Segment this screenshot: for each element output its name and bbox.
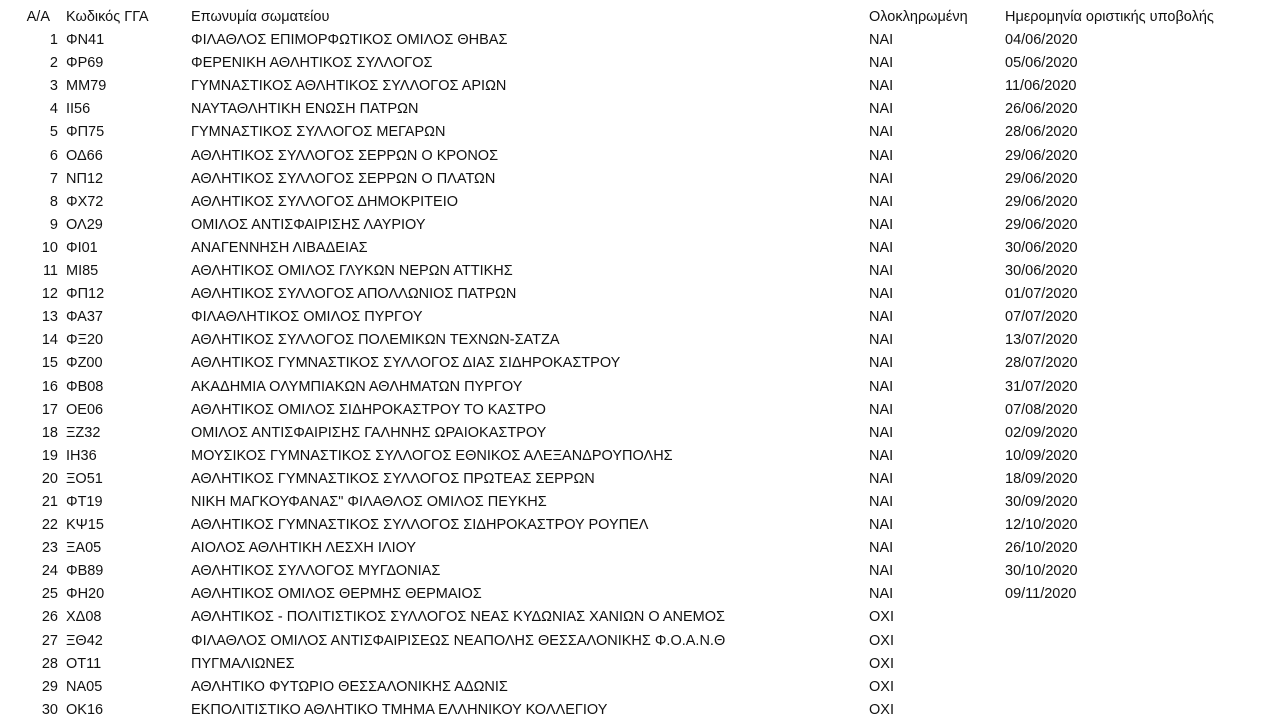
cell-code: ΧΔ08	[66, 609, 102, 626]
cell-date: 05/06/2020	[1005, 55, 1078, 72]
cell-date: 02/09/2020	[1005, 424, 1078, 441]
cell-name: ΝΑΥΤΑΘΛΗΤΙΚΗ ΕΝΩΣΗ ΠΑΤΡΩΝ	[191, 101, 419, 118]
cell-date: 29/06/2020	[1005, 193, 1078, 210]
cell-aa: 22	[41, 517, 58, 534]
table-row	[0, 606, 1268, 629]
cell-date: 01/07/2020	[1005, 286, 1078, 303]
cell-code: ΦΠ75	[66, 124, 105, 141]
table-row	[0, 237, 1268, 260]
cell-code: ΦΝ41	[66, 32, 105, 49]
cell-name: ΓΥΜΝΑΣΤΙΚΟΣ ΑΘΛΗΤΙΚΟΣ ΣΥΛΛΟΓΟΣ ΑΡΙΩΝ	[191, 78, 507, 95]
cell-code: ΦΞ20	[66, 332, 104, 349]
table-row	[0, 329, 1268, 352]
cell-name: ΑΘΛΗΤΙΚΟΣ ΓΥΜΝΑΣΤΙΚΟΣ ΣΥΛΛΟΓΟΣ ΠΡΩΤΕΑΣ ΣΕΡΡΩΝ	[191, 470, 595, 487]
cell-name: ΦΙΛΑΘΛΗΤΙΚΟΣ ΟΜΙΛΟΣ ΠΥΡΓΟΥ	[191, 309, 423, 326]
cell-completed: ΟΧΙ	[869, 655, 894, 672]
cell-code: ΜΜ79	[66, 78, 107, 95]
cell-code: ΙΗ36	[66, 447, 97, 464]
table-row	[0, 630, 1268, 653]
cell-completed: ΝΑΙ	[869, 216, 894, 233]
cell-code: ΦΧ72	[66, 193, 104, 210]
cell-name: ΟΜΙΛΟΣ ΑΝΤΙΣΦΑΙΡΙΣΗΣ ΛΑΥΡΙΟΥ	[191, 216, 426, 233]
cell-name: ΑΘΛΗΤΙΚΟΣ ΣΥΛΛΟΓΟΣ ΠΟΛΕΜΙΚΩΝ ΤΕΧΝΩΝ-ΣΑΤΖΑ	[191, 332, 560, 349]
cell-completed: ΝΑΙ	[869, 101, 894, 118]
cell-aa: 30	[41, 701, 58, 718]
cell-code: ΝΑ05	[66, 678, 103, 695]
cell-aa: 9	[49, 216, 58, 233]
table-row	[0, 52, 1268, 75]
spreadsheet-table	[0, 6, 1268, 722]
cell-name: ΑΘΛΗΤΙΚΟΣ ΣΥΛΛΟΓΟΣ ΑΠΟΛΛΩΝΙΟΣ ΠΑΤΡΩΝ	[191, 286, 517, 303]
cell-date: 31/07/2020	[1005, 378, 1078, 395]
table-row	[0, 399, 1268, 422]
table-row	[0, 653, 1268, 676]
cell-completed: ΟΧΙ	[869, 701, 894, 718]
cell-name: ΑΘΛΗΤΙΚΟΣ ΣΥΛΛΟΓΟΣ ΣΕΡΡΩΝ Ο ΚΡΟΝΟΣ	[191, 147, 499, 164]
table-row	[0, 214, 1268, 237]
cell-aa: 16	[41, 378, 58, 395]
cell-code: ΟΛ29	[66, 216, 103, 233]
cell-aa: 1	[49, 32, 58, 49]
cell-completed: ΝΑΙ	[869, 147, 894, 164]
header-aa: Α/Α	[26, 9, 50, 25]
cell-name: ΝΙΚΗ ΜΑΓΚΟΥΦΑΝΑΣ" ΦΙΛΑΘΛΟΣ ΟΜΙΛΟΣ ΠΕΥΚΗΣ	[191, 493, 547, 510]
cell-name: ΑΚΑΔΗΜΙΑ ΟΛΥΜΠΙΑΚΩΝ ΑΘΛΗΜΑΤΩΝ ΠΥΡΓΟΥ	[191, 378, 523, 395]
cell-date: 12/10/2020	[1005, 517, 1078, 534]
cell-name: ΑΘΛΗΤΙΚΟΣ ΣΥΛΛΟΓΟΣ ΜΥΓΔΟΝΙΑΣ	[191, 563, 441, 580]
table-row	[0, 98, 1268, 121]
cell-completed: ΝΑΙ	[869, 517, 894, 534]
cell-date: 29/06/2020	[1005, 147, 1078, 164]
cell-date: 30/10/2020	[1005, 563, 1078, 580]
cell-code: ΝΠ12	[66, 170, 104, 187]
cell-aa: 17	[41, 401, 58, 418]
cell-date: 28/07/2020	[1005, 355, 1078, 372]
cell-date: 07/08/2020	[1005, 401, 1078, 418]
cell-date: 07/07/2020	[1005, 309, 1078, 326]
cell-completed: ΝΑΙ	[869, 470, 894, 487]
cell-date: 29/06/2020	[1005, 216, 1078, 233]
cell-code: ΜΙ85	[66, 263, 99, 280]
cell-completed: ΝΑΙ	[869, 78, 894, 95]
cell-code: ΟΚ16	[66, 701, 104, 718]
cell-completed: ΝΑΙ	[869, 332, 894, 349]
cell-aa: 19	[41, 447, 58, 464]
cell-aa: 10	[41, 239, 58, 256]
cell-completed: ΝΑΙ	[869, 263, 894, 280]
cell-completed: ΝΑΙ	[869, 55, 894, 72]
cell-code: ΦΡ69	[66, 55, 104, 72]
cell-aa: 12	[41, 286, 58, 303]
table-row	[0, 306, 1268, 329]
cell-completed: ΝΑΙ	[869, 401, 894, 418]
cell-code: ΦΠ12	[66, 286, 105, 303]
header-completed: Ολοκληρωμένη	[869, 9, 968, 25]
cell-aa: 21	[41, 493, 58, 510]
cell-completed: ΝΑΙ	[869, 32, 894, 49]
cell-name: ΓΥΜΝΑΣΤΙΚΟΣ ΣΥΛΛΟΓΟΣ ΜΕΓΑΡΩΝ	[191, 124, 446, 141]
cell-name: ΑΘΛΗΤΙΚΟΣ ΟΜΙΛΟΣ ΣΙΔΗΡΟΚΑΣΤΡΟΥ ΤΟ ΚΑΣΤΡΟ	[191, 401, 546, 418]
table-row	[0, 699, 1268, 722]
table-row	[0, 676, 1268, 699]
cell-name: ΑΘΛΗΤΙΚΟΣ ΓΥΜΝΑΣΤΙΚΟΣ ΣΥΛΛΟΓΟΣ ΔΙΑΣ ΣΙΔΗΡΟΚΑΣΤΡΟΥ	[191, 355, 621, 372]
cell-aa: 23	[41, 540, 58, 557]
cell-date: 10/09/2020	[1005, 447, 1078, 464]
cell-aa: 24	[41, 563, 58, 580]
cell-name: ΟΜΙΛΟΣ ΑΝΤΙΣΦΑΙΡΙΣΗΣ ΓΑΛΗΝΗΣ ΩΡΑΙΟΚΑΣΤΡΟΥ	[191, 424, 547, 441]
cell-code: ΙΙ56	[66, 101, 91, 118]
cell-aa: 29	[41, 678, 58, 695]
table-row	[0, 514, 1268, 537]
cell-completed: ΝΑΙ	[869, 355, 894, 372]
table-row	[0, 537, 1268, 560]
cell-name: ΑΘΛΗΤΙΚΟΣ - ΠΟΛΙΤΙΣΤΙΚΟΣ ΣΥΛΛΟΓΟΣ ΝΕΑΣ ΚΥΔΩΝΙΑΣ ΧΑΝΙΩΝ Ο ΑΝΕΜΟΣ	[191, 609, 725, 626]
cell-completed: ΟΧΙ	[869, 609, 894, 626]
header-name: Επωνυμία σωματείου	[191, 9, 330, 25]
cell-date: 28/06/2020	[1005, 124, 1078, 141]
table-row	[0, 168, 1268, 191]
cell-name: ΜΟΥΣΙΚΟΣ ΓΥΜΝΑΣΤΙΚΟΣ ΣΥΛΛΟΓΟΣ ΕΘΝΙΚΟΣ ΑΛΕΞΑΝΔΡΟΥΠΟΛΗΣ	[191, 447, 673, 464]
table-row	[0, 560, 1268, 583]
cell-name: ΑΘΛΗΤΙΚΟΣ ΟΜΙΛΟΣ ΘΕΡΜΗΣ ΘΕΡΜΑΙΟΣ	[191, 586, 482, 603]
cell-completed: ΟΧΙ	[869, 632, 894, 649]
table-row	[0, 583, 1268, 606]
table-row	[0, 191, 1268, 214]
cell-aa: 15	[41, 355, 58, 372]
cell-name: ΦΙΛΑΘΛΟΣ ΟΜΙΛΟΣ ΑΝΤΙΣΦΑΙΡΙΣΕΩΣ ΝΕΑΠΟΛΗΣ ΘΕΣΣΑΛΟΝΙΚΗΣ Φ.Ο.Α.Ν.Θ	[191, 632, 726, 649]
cell-code: ΞΘ42	[66, 632, 103, 649]
cell-aa: 6	[49, 147, 58, 164]
cell-completed: ΝΑΙ	[869, 124, 894, 141]
cell-completed: ΝΑΙ	[869, 424, 894, 441]
table-header-row	[0, 6, 1268, 29]
table-row	[0, 121, 1268, 144]
cell-date: 26/06/2020	[1005, 101, 1078, 118]
cell-name: ΑΘΛΗΤΙΚΟΣ ΟΜΙΛΟΣ ΓΛΥΚΩΝ ΝΕΡΩΝ ΑΤΤΙΚΗΣ	[191, 263, 513, 280]
cell-code: ΦΒ08	[66, 378, 104, 395]
cell-aa: 13	[41, 309, 58, 326]
cell-code: ΟΤ11	[66, 655, 102, 672]
cell-aa: 3	[49, 78, 58, 95]
cell-code: ΞΑ05	[66, 540, 102, 557]
table-row	[0, 352, 1268, 375]
cell-date: 30/06/2020	[1005, 239, 1078, 256]
cell-code: ΟΔ66	[66, 147, 103, 164]
table-row	[0, 29, 1268, 52]
cell-aa: 18	[41, 424, 58, 441]
cell-aa: 28	[41, 655, 58, 672]
cell-aa: 5	[49, 124, 58, 141]
cell-completed: ΝΑΙ	[869, 309, 894, 326]
cell-date: 04/06/2020	[1005, 32, 1078, 49]
cell-date: 11/06/2020	[1005, 78, 1077, 95]
cell-completed: ΝΑΙ	[869, 563, 894, 580]
cell-name: ΑΘΛΗΤΙΚΟΣ ΣΥΛΛΟΓΟΣ ΔΗΜΟΚΡΙΤΕΙΟ	[191, 193, 459, 210]
table-row	[0, 468, 1268, 491]
cell-aa: 2	[49, 55, 58, 72]
table-row	[0, 260, 1268, 283]
table-row	[0, 283, 1268, 306]
cell-date: 18/09/2020	[1005, 470, 1078, 487]
cell-completed: ΝΑΙ	[869, 170, 894, 187]
cell-aa: 14	[41, 332, 58, 349]
cell-date: 09/11/2020	[1005, 586, 1077, 603]
cell-completed: ΝΑΙ	[869, 540, 894, 557]
cell-aa: 26	[41, 609, 58, 626]
cell-aa: 25	[41, 586, 58, 603]
cell-aa: 11	[42, 263, 58, 280]
cell-completed: ΝΑΙ	[869, 378, 894, 395]
cell-name: ΠΥΓΜΑΛΙΩΝΕΣ	[191, 655, 295, 672]
cell-completed: ΝΑΙ	[869, 493, 894, 510]
cell-code: ΦΑ37	[66, 309, 103, 326]
cell-date: 26/10/2020	[1005, 540, 1078, 557]
table-row	[0, 376, 1268, 399]
cell-date: 13/07/2020	[1005, 332, 1078, 349]
cell-aa: 20	[41, 470, 58, 487]
cell-code: ΦΗ20	[66, 586, 105, 603]
table-body	[0, 29, 1268, 722]
cell-completed: ΝΑΙ	[869, 586, 894, 603]
table-row	[0, 422, 1268, 445]
cell-code: ΦΙ01	[66, 239, 98, 256]
cell-name: ΑΘΛΗΤΙΚΟΣ ΓΥΜΝΑΣΤΙΚΟΣ ΣΥΛΛΟΓΟΣ ΣΙΔΗΡΟΚΑΣΤΡΟΥ ΡΟΥΠΕΛ	[191, 517, 649, 534]
cell-name: ΑΘΛΗΤΙΚΟΣ ΣΥΛΛΟΓΟΣ ΣΕΡΡΩΝ Ο ΠΛΑΤΩΝ	[191, 170, 496, 187]
table-row	[0, 75, 1268, 98]
cell-code: ΟΕ06	[66, 401, 104, 418]
cell-aa: 4	[49, 101, 58, 118]
cell-code: ΞΖ32	[66, 424, 101, 441]
cell-aa: 7	[49, 170, 58, 187]
cell-date: 30/09/2020	[1005, 493, 1078, 510]
cell-aa: 8	[49, 193, 58, 210]
cell-aa: 27	[41, 632, 58, 649]
cell-code: ΞΟ51	[66, 470, 103, 487]
cell-code: ΦΒ89	[66, 563, 104, 580]
cell-name: ΑΘΛΗΤΙΚΟ ΦΥΤΩΡΙΟ ΘΕΣΣΑΛΟΝΙΚΗΣ ΑΔΩΝΙΣ	[191, 678, 508, 695]
cell-name: ΑΙΟΛΟΣ ΑΘΛΗΤΙΚΗ ΛΕΣΧΗ ΙΛΙΟΥ	[191, 540, 417, 557]
cell-code: ΚΨ15	[66, 517, 104, 534]
cell-code: ΦΖ00	[66, 355, 103, 372]
cell-code: ΦΤ19	[66, 493, 103, 510]
cell-name: ΦΕΡΕΝΙΚΗ ΑΘΛΗΤΙΚΟΣ ΣΥΛΛΟΓΟΣ	[191, 55, 433, 72]
header-code: Κωδικός ΓΓΑ	[66, 9, 149, 25]
cell-completed: ΝΑΙ	[869, 286, 894, 303]
cell-name: ΑΝΑΓΕΝΝΗΣΗ ΛΙΒΑΔΕΙΑΣ	[191, 239, 368, 256]
table-row	[0, 145, 1268, 168]
cell-completed: ΟΧΙ	[869, 678, 894, 695]
cell-completed: ΝΑΙ	[869, 447, 894, 464]
cell-name: ΕΚΠΟΛΙΤΙΣΤΙΚΟ ΑΘΛΗΤΙΚΟ ΤΜΗΜΑ ΕΛΛΗΝΙΚΟΥ ΚΟΛΛΕΓΙΟΥ	[191, 701, 608, 718]
cell-name: ΦΙΛΑΘΛΟΣ ΕΠΙΜΟΡΦΩΤΙΚΟΣ ΟΜΙΛΟΣ ΘΗΒΑΣ	[191, 32, 508, 49]
cell-date: 30/06/2020	[1005, 263, 1078, 280]
cell-completed: ΝΑΙ	[869, 239, 894, 256]
table-row	[0, 445, 1268, 468]
header-date: Ημερομηνία οριστικής υποβολής	[1005, 9, 1214, 25]
table-row	[0, 491, 1268, 514]
cell-completed: ΝΑΙ	[869, 193, 894, 210]
cell-date: 29/06/2020	[1005, 170, 1078, 187]
